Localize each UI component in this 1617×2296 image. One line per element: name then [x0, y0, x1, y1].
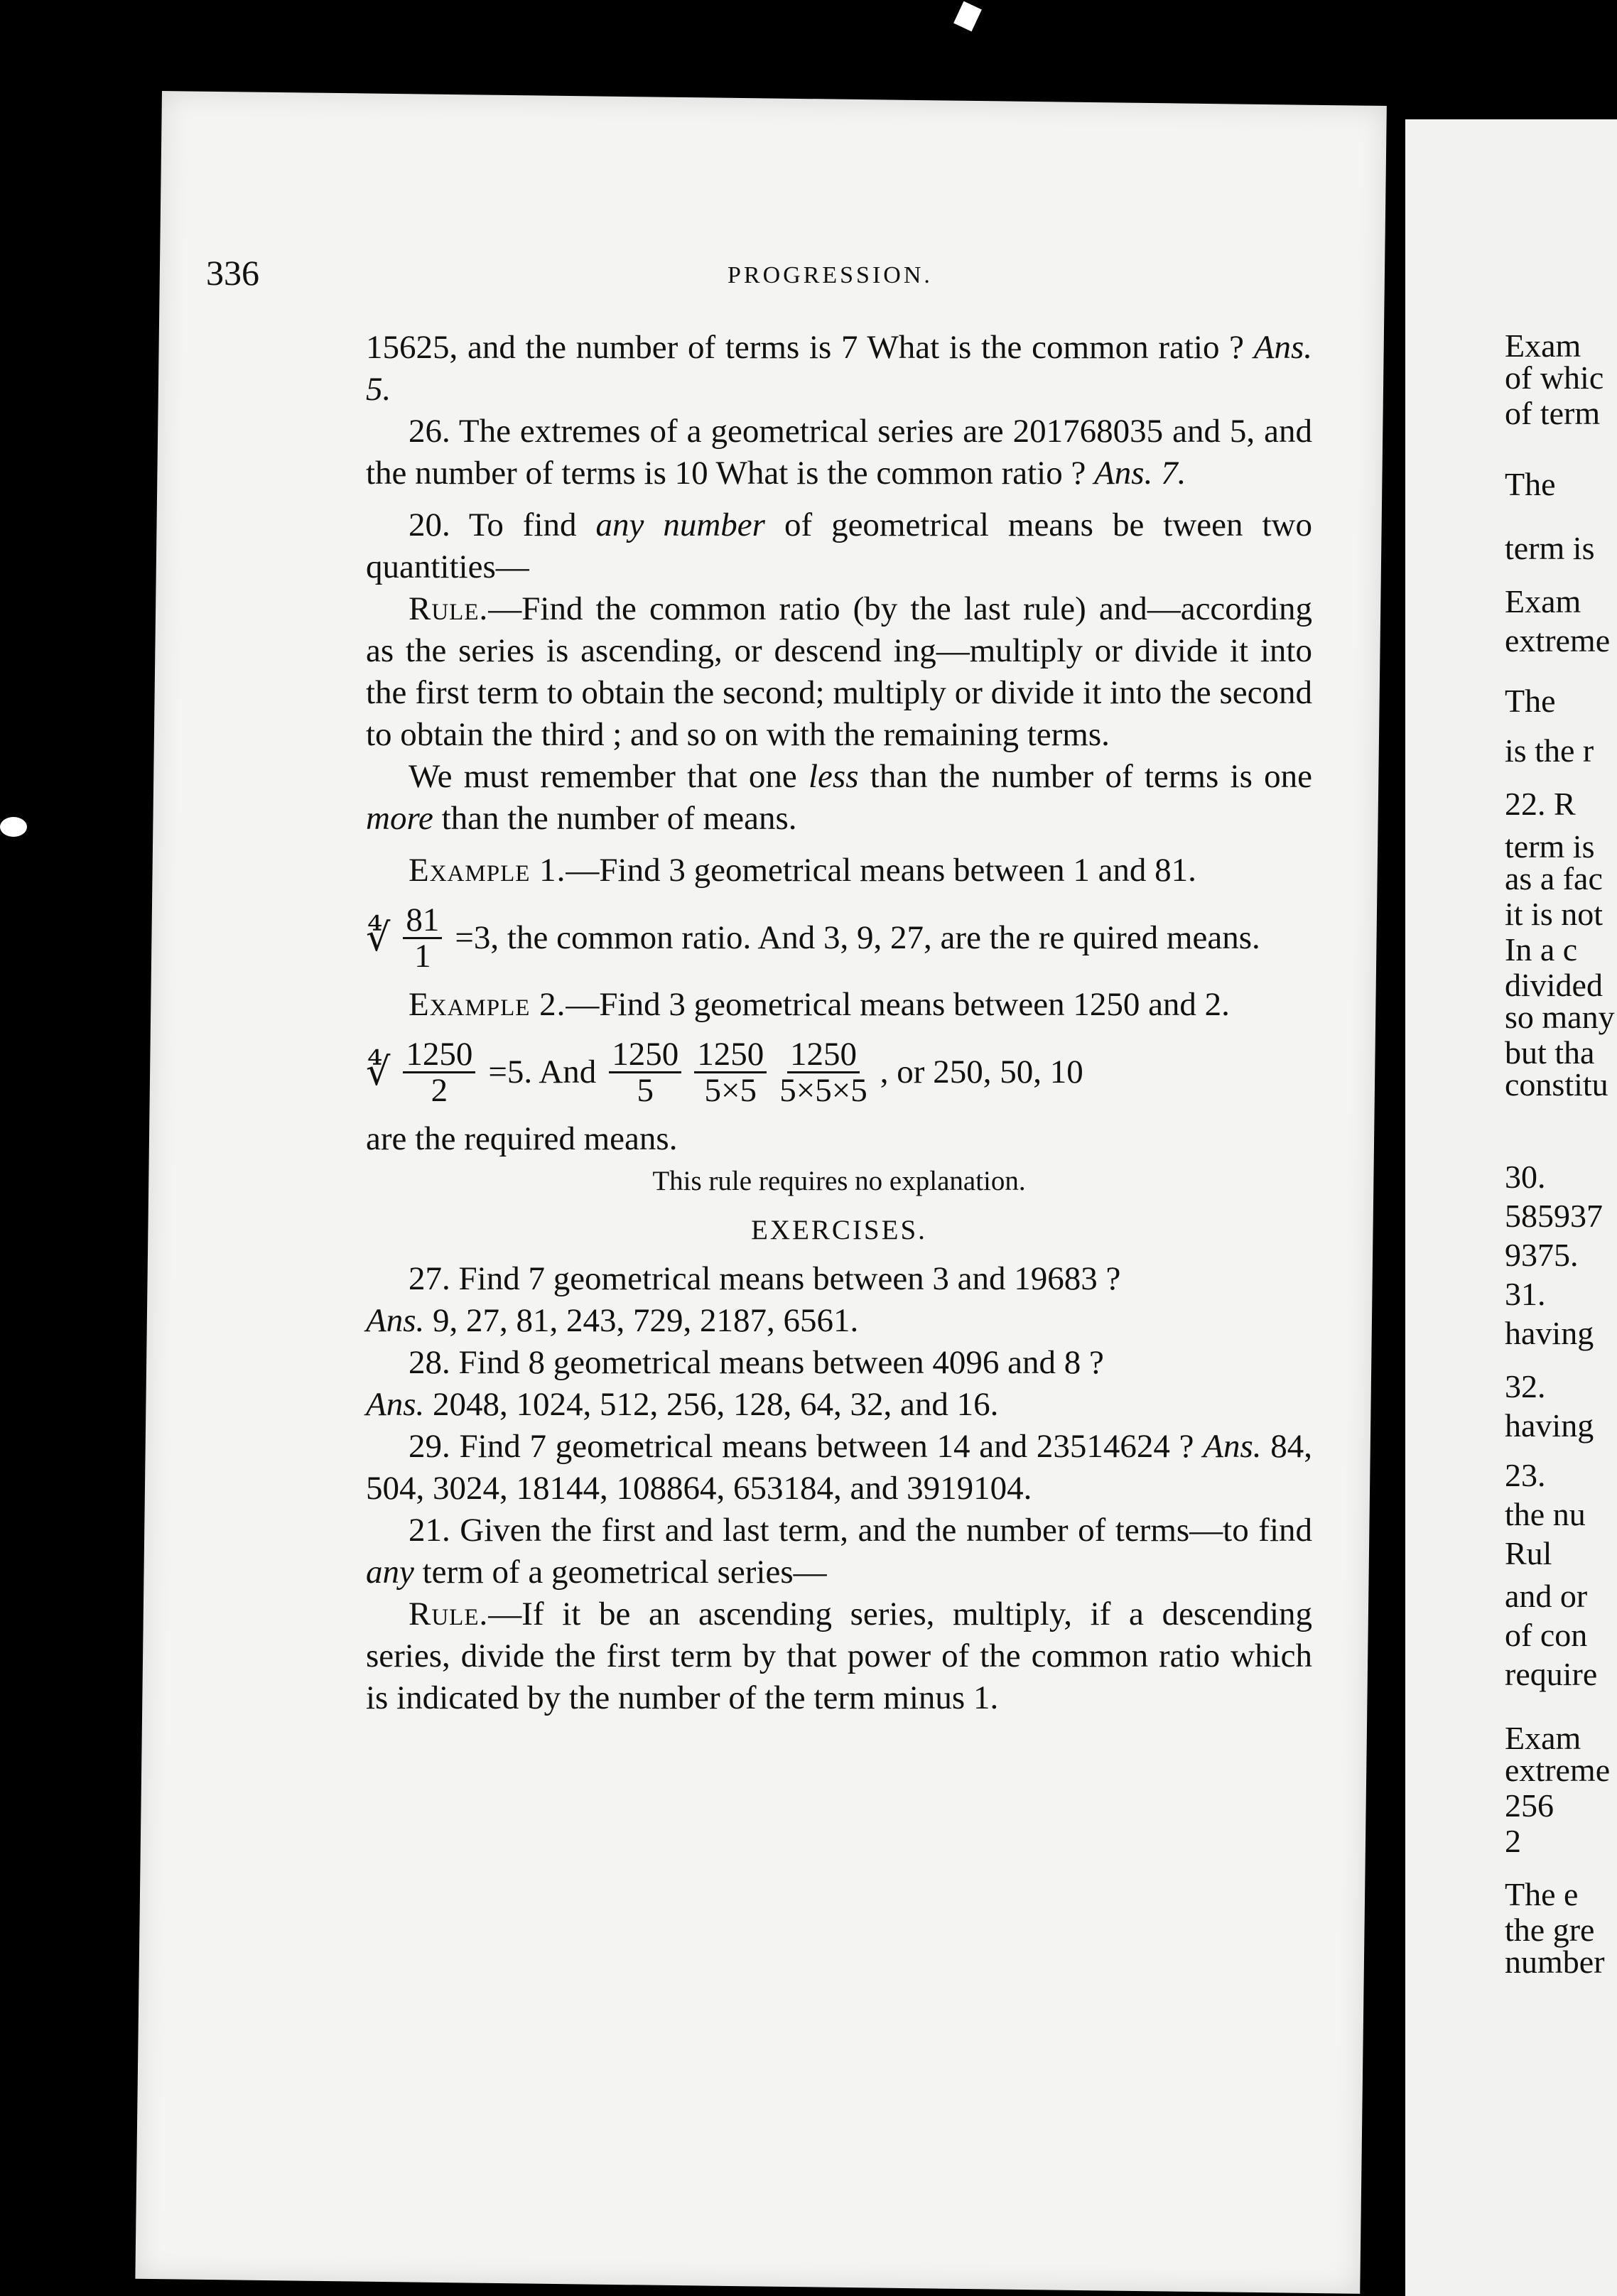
running-head: PROGRESSION. — [728, 262, 933, 288]
facing-page-line: 23. — [1505, 1457, 1546, 1493]
facing-page-line: term is — [1505, 828, 1595, 865]
means-note: We must remember that one less than the number of terms is one more than the number of means. — [366, 758, 1312, 837]
facing-page-line: divided — [1505, 967, 1603, 1003]
paragraph: 15625, and the number of terms is 7 What is the common ratio ? Ans. 5. — [366, 329, 1312, 408]
exercise-26: 26. The extremes of a geometrical series are 201768035 and 5, and the number of terms is 10 What is the common ratio ? Ans. 7. — [366, 413, 1312, 492]
scan-speck — [953, 1, 982, 32]
facing-page-line: but tha — [1505, 1034, 1595, 1071]
exercises-heading: EXERCISES. — [751, 1215, 927, 1245]
facing-page-line: 256 — [1505, 1787, 1554, 1824]
facing-page-line: of term — [1505, 395, 1601, 431]
facing-page-line: having — [1505, 1407, 1594, 1444]
exercise-27-answer: Ans. 9, 27, 81, 243, 729, 2187, 6561. — [366, 1302, 859, 1339]
facing-page-line: Exam — [1505, 1720, 1581, 1756]
facing-page-line: it is not — [1505, 896, 1604, 932]
example-2: Example 2.—Find 3 geometrical means between 1250 and 2. — [409, 986, 1230, 1023]
facing-page-line: The — [1505, 683, 1556, 719]
facing-page-line: the nu — [1505, 1496, 1586, 1532]
example-2-end: are the required means. — [366, 1120, 678, 1157]
facing-page-line: so many — [1505, 999, 1615, 1035]
facing-page-line: of con — [1505, 1617, 1588, 1653]
section-21: 21. Given the first and last term, and the number of terms—to find any term of a geometrical series— — [366, 1512, 1312, 1591]
facing-page-line: 585937 — [1505, 1198, 1603, 1234]
example-1-math: ∜ $\frac{81}{1}$ =3, the common ratio. And 3, 9, 27, are the re quired means. — [366, 901, 1260, 975]
facing-page-line: number — [1505, 1944, 1605, 1980]
facing-page-line: extreme — [1505, 1752, 1611, 1788]
facing-page-line: 32. — [1505, 1368, 1546, 1404]
example-1: Example 1.—Find 3 geometrical means between 1 and 81. — [409, 852, 1196, 889]
facing-page-line: The e — [1505, 1876, 1579, 1912]
exercise-28-answer: Ans. 2048, 1024, 512, 256, 128, 64, 32, and 16. — [366, 1386, 999, 1423]
facing-page-line: the gre — [1505, 1912, 1595, 1948]
facing-page-line: constitu — [1505, 1066, 1608, 1103]
facing-page-line: as a fac — [1505, 860, 1603, 897]
facing-page-line: is the r — [1505, 732, 1594, 769]
facing-page-fragment — [1405, 119, 1617, 2296]
example-2-math: ∜ $\frac{1250}{2}$ =5. And $\frac{1250}{5}$ $\frac{1250}{5\times 5}$ $\frac{1250}{5\times 5\times 5}$ , or 250, 50, 10 — [366, 1035, 1083, 1109]
scan-speck — [0, 817, 27, 837]
facing-page-line: 9375. — [1505, 1237, 1579, 1273]
rule-1: Rule.—Find the common ratio (by the last rule) and—according as the series is ascending, or descend ing—multiply or divide it into the first term to obtain the second; multiply or divide it into the second to obtain the third ; and so on with the remaining terms. — [366, 590, 1312, 753]
facing-page-line: 31. — [1505, 1276, 1546, 1312]
facing-page-line: having — [1505, 1315, 1594, 1351]
facing-page-line: term is — [1505, 530, 1595, 566]
facing-page-line: Exam — [1505, 583, 1581, 619]
facing-page-line: of whic — [1505, 359, 1604, 396]
page-header — [206, 252, 1314, 295]
facing-page-line: Rul — [1505, 1535, 1552, 1571]
facing-page-line: Exam — [1505, 327, 1581, 364]
rule-2: Rule.—If it be an ascending series, multiply, if a descending series, divide the first term by that power of the common ratio which is indicated by the number of the term minus 1. — [366, 1596, 1312, 1716]
exercise-28: 28. Find 8 geometrical means between 4096 and 8 ? — [409, 1344, 1104, 1381]
facing-page-line: The — [1505, 466, 1556, 502]
page-body — [366, 327, 1312, 1719]
facing-page-line: extreme — [1505, 622, 1611, 659]
facing-page-line: 22. R — [1505, 786, 1576, 822]
facing-page-line: 30. — [1505, 1159, 1546, 1195]
exercise-29: 29. Find 7 geometrical means between 14 and 23514624 ? Ans. 84, 504, 3024, 18144, 108864, 653184, and 3919104. — [366, 1428, 1313, 1507]
exercise-27: 27. Find 7 geometrical means between 3 and 19683 ? — [409, 1260, 1121, 1297]
page-number: 336 — [206, 253, 259, 293]
facing-page-line: In a c — [1505, 931, 1578, 968]
rule-note: This rule requires no explanation. — [652, 1166, 1026, 1196]
section-20: 20. To find any number of geometrical means be tween two quantities— — [366, 507, 1312, 585]
facing-page-line: require — [1505, 1656, 1598, 1692]
facing-page-line: and or — [1505, 1578, 1588, 1614]
facing-page-line: 2 — [1505, 1823, 1521, 1859]
